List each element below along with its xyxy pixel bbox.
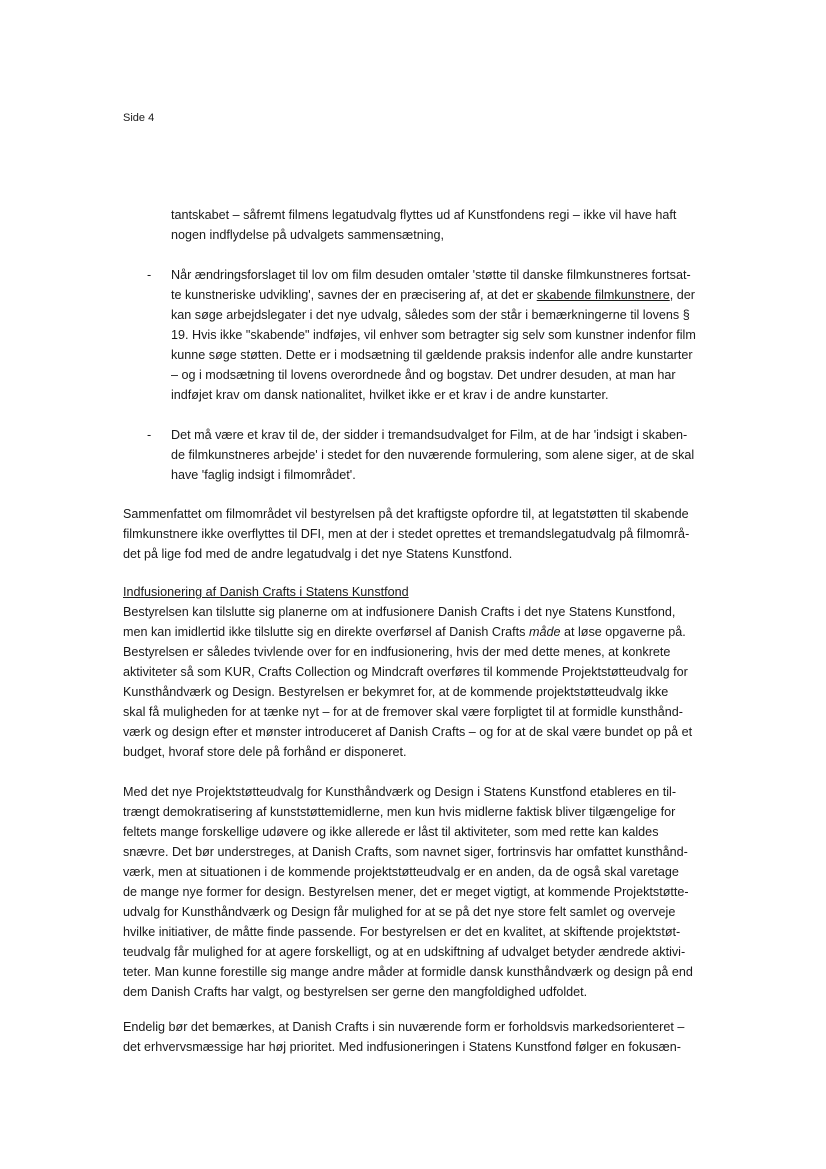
- text-line: dem Danish Crafts har valgt, og bestyrelsen ser gerne den mangfoldighed udfoldet.: [123, 985, 588, 999]
- text-line: Bestyrelsen kan tilslutte sig planerne om at indfusionere Danish Crafts i det nye Statens Kunstfond,: [123, 605, 676, 619]
- text-line: Kunsthåndværk og Design. Bestyrelsen er bekymret for, at de kommende projektstøtteudvalg ikke: [123, 685, 669, 699]
- paragraph-projektstotteudvalg: [123, 782, 693, 1002]
- text-line: kan søge arbejdslegater i det nye udvalg, således som der står i bemærkningerne til lovens §: [171, 308, 690, 322]
- bullet-dash: -: [147, 428, 152, 442]
- text-line: udvalg for Kunsthåndværk og Design får mulighed for at se på det nye store felt samlet og overveje: [123, 905, 676, 919]
- text-line: aktiviteter så som KUR, Crafts Collection og Mindcraft overføres til kommende Projektstøtteudvalg for: [123, 665, 688, 679]
- text-span: te kunstneriske udvikling', savnes der en præcisering af, at det er: [171, 288, 537, 302]
- text-line: teter. Man kunne forestille sig mange andre måder at formidle dansk kunsthåndværk og design på end: [123, 965, 693, 979]
- text-line: [171, 285, 696, 305]
- text-span: , der: [669, 288, 695, 302]
- emphasis-word: måde: [528, 625, 561, 639]
- bullet-item-filmkunstnere: [171, 265, 696, 405]
- text-line: kunne søge støtten. Dette er i modsætning til gældende praksis indenfor alle andre kunstarter: [171, 348, 693, 362]
- text-line: Bestyrelsen er således tvivlende over for en indfusionering, hvis der med dette menes, at konkrete: [123, 645, 671, 659]
- summary-paragraph: [123, 504, 689, 564]
- text-line: nogen indflydelse på udvalgets sammensætning,: [171, 228, 445, 242]
- paragraph-markedsorienteret: [123, 1017, 684, 1057]
- section-heading: Indfusionering af Danish Crafts i Statens Kunstfond: [123, 585, 409, 599]
- text-line: trængt demokratisering af kunststøttemidlerne, men kun hvis midlerne faktisk bliver tilgængelige for: [123, 805, 676, 819]
- text-line: 19. Hvis ikke "skabende" indføjes, vil enhver som betragter sig selv som kunstner indenfor film: [171, 328, 696, 342]
- text-line: værk, men at situationen i de kommende projektstøtteudvalg er en anden, da de også skal varetage: [123, 865, 679, 879]
- text-line: filmkunstnere ikke overflyttes til DFI, men at der i stedet oprettes et tremandslegatudvalg på filmområ-: [123, 527, 690, 541]
- text-line: de filmkunstneres arbejde' i stedet for den nuværende formulering, som alene siger, at de skal: [171, 448, 695, 462]
- text-line: Når ændringsforslaget til lov om film desuden omtaler 'støtte til danske filmkunstneres fortsat-: [171, 268, 691, 282]
- text-line: hvilke initiativer, de måtte finde passende. For bestyrelsen er det en kvalitet, at skiftende projektstøt-: [123, 925, 681, 939]
- text-line: det erhvervsmæssige har høj prioritet. Med indfusioneringen i Statens Kunstfond følger en fokusæn-: [123, 1040, 681, 1054]
- text-line: værk og design efter et mønster introduceret af Danish Crafts – og for at de skal være bundet op på et: [123, 725, 693, 739]
- text-line: [123, 622, 692, 642]
- page-number: Side 4: [123, 112, 155, 124]
- continuation-paragraph: [171, 205, 676, 245]
- text-line: have 'faglig indsigt i filmområdet'.: [171, 468, 356, 482]
- text-line: teudvalg får mulighed for at agere forskelligt, og at en udskiftning af udvalget betyder ændrede aktivi-: [123, 945, 686, 959]
- underlined-term: skabende filmkunstnere: [536, 288, 670, 302]
- bullet-item-tremandsudvalg: [171, 425, 694, 485]
- bullet-dash: -: [147, 268, 152, 282]
- text-line: Endelig bør det bemærkes, at Danish Crafts i sin nuværende form er forholdsvis markedsorienteret –: [123, 1020, 685, 1034]
- text-line: indføjet krav om dansk nationalitet, hvilket ikke er et krav i de andre kunstarter.: [171, 388, 609, 402]
- text-line: det på lige fod med de andre legatudvalg i det nye Statens Kunstfond.: [123, 547, 513, 561]
- text-line: feltets mange forskellige udøvere og ikke allerede er låst til aktiviteter, som med rette kan kaldes: [123, 825, 659, 839]
- text-line: – og i modsætning til lovens overordnede ånd og bogstav. Det undrer desuden, at man har: [171, 368, 676, 382]
- text-line: Med det nye Projektstøtteudvalg for Kunsthåndværk og Design i Statens Kunstfond etableres en til-: [123, 785, 677, 799]
- text-span: at løse opgaverne på.: [560, 625, 686, 639]
- text-line: de mange nye former for design. Bestyrelsen mener, det er meget vigtigt, at kommende Projektstøtte-: [123, 885, 689, 899]
- text-line: Det må være et krav til de, der sidder i tremandsudvalget for Film, at de har 'indsigt i skaben-: [171, 428, 688, 442]
- text-line: Sammenfattet om filmområdet vil bestyrelsen på det kraftigste opfordre til, at legatstøtten til skabende: [123, 507, 689, 521]
- text-line: tantskabet – såfremt filmens legatudvalg flyttes ud af Kunstfondens regi – ikke vil have haft: [171, 208, 677, 222]
- text-line: skal få muligheden for at tænke nyt – for at de fremover skal være forpligtet til at formidle kunsthånd-: [123, 705, 683, 719]
- text-span: men kan imidlertid ikke tilslutte sig en direkte overførsel af Danish Crafts: [123, 625, 529, 639]
- text-line: snævre. Det bør understreges, at Danish Crafts, som navnet siger, fortrinsvis har omfattet kunsthånd-: [123, 845, 688, 859]
- paragraph-indfusionering: [123, 602, 692, 762]
- text-line: budget, hvoraf store dele på forhånd er disponeret.: [123, 745, 407, 759]
